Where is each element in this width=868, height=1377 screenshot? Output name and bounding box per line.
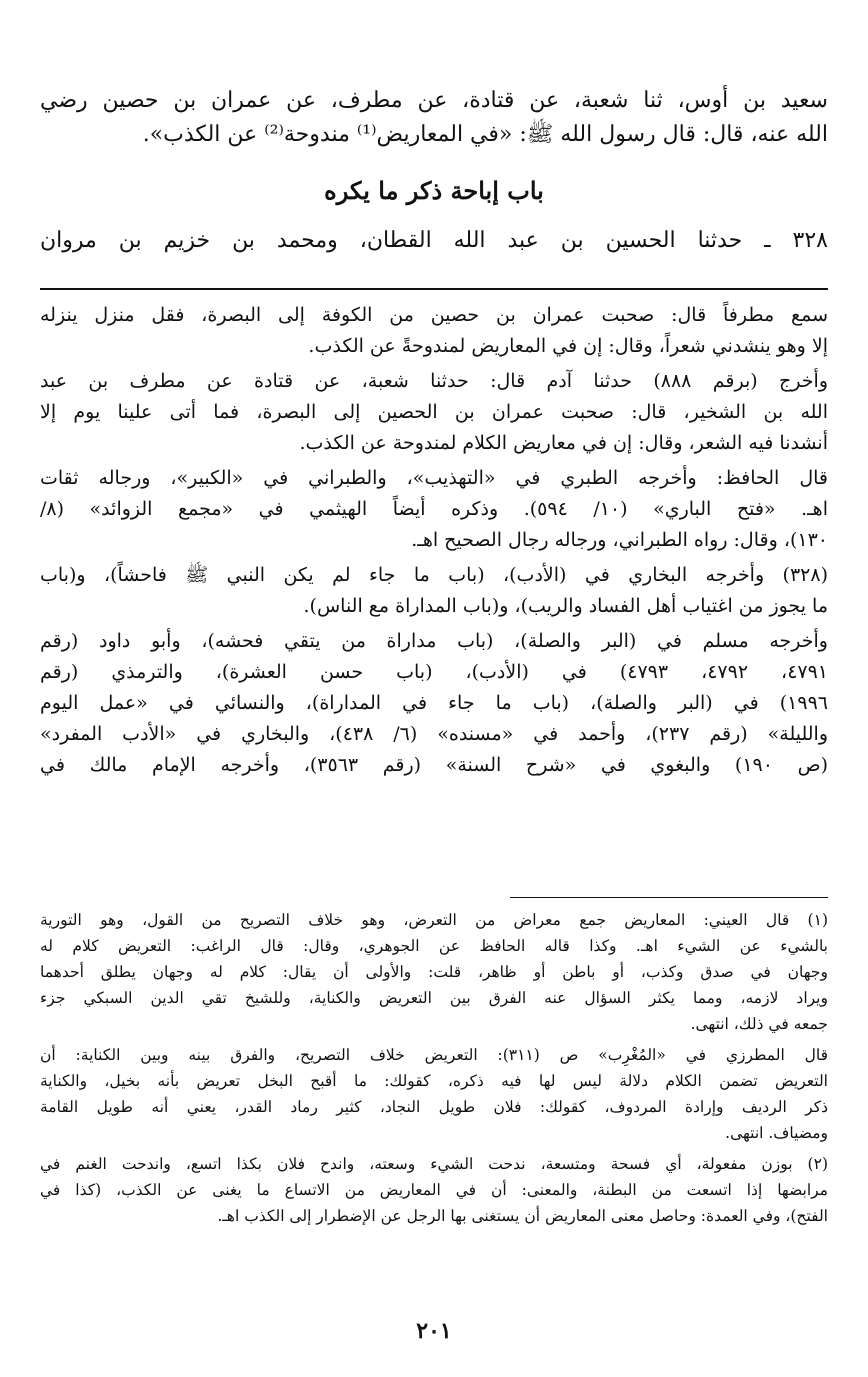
main-text-line: الله عنه، قال: قال رسول الله ﷺ: «في المعاريض⁽¹⁾ مندوحة⁽²⁾ عن الكذب». [142, 122, 828, 147]
commentary-line: سمع مطرفاً قال: صحبت عمران بن حصين من الكوفة إلى البصرة، فقل منزل ينزله [40, 304, 828, 326]
commentary-paragraph [40, 366, 828, 459]
commentary-line: وأخرج (برقم ٨٨٨) حدثنا آدم قال: حدثنا شعبة، عن قتادة عن مطرف بن عبد [40, 370, 828, 392]
commentary-line: قال الحافظ: وأخرجه الطبري في «التهذيب»، والطبراني في «الكبير»، ورجاله ثقات [40, 467, 828, 489]
main-text-divider [40, 288, 828, 290]
commentary-line: والليلة» (رقم ٢٣٧)، وأحمد في «مسنده» (٦/ ٤٣٨)، والبخاري في «الأدب المفرد» [40, 723, 828, 745]
footnote-line: ويراد لازمه، ومما يكثر السؤال عنه الفرق بين التعريض والكناية، وللشيخ تقي الدين السبكي جزء [40, 989, 828, 1007]
commentary-line: أنشدنا فيه الشعر، وقال: إن في معاريض الكلام لمندوحة عن الكذب. [299, 432, 828, 454]
commentary-line: ١٣٠)، وقال: رواه الطبراني، ورجاله رجال الصحيح اهـ. [411, 529, 828, 551]
commentary-line: (٣٢٨) وأخرجه البخاري في (الأدب)، (باب ما جاء لم يكن النبي ﷺ فاحشاً)، و(باب [40, 564, 828, 586]
chapter-title: باب إباحة ذكر ما يكره [324, 176, 544, 205]
footnote-line: ومضياف. انتهى. [725, 1124, 828, 1142]
commentary-line: ٤٧٩١، ٤٧٩٢، ٤٧٩٣) في (الأدب)، (باب حسن العشرة)، والترمذي (رقم [40, 661, 829, 683]
footnote-paragraph [40, 1151, 828, 1229]
book-page [40, 0, 828, 1377]
commentary-line: وأخرجه مسلم في (البر والصلة)، (باب مداراة من يتقي فحشه)، وأبو داود (رقم [40, 630, 828, 652]
footnote-line: الفتح)، وفي العمدة: وحاصل معنى المعاريض أن يستغنى بها الرجل عن الإضطرار إلى الكذب اهـ. [217, 1207, 828, 1225]
footnote-divider [510, 897, 828, 898]
commentary-paragraph [40, 463, 828, 556]
footnote-line: (١) قال العيني: المعاريض جمع معراض من التعرض، وهو خلاف التصريح من القول، وهو التورية [40, 911, 828, 929]
commentary [40, 300, 828, 785]
commentary-line: ١٩٩٦) في (البر والصلة)، (باب ما جاء في المداراة)، والنسائي في «عمل اليوم [40, 692, 828, 714]
commentary-line: إلا وهو ينشدني شعراً، وقال: إن في المعاريض لمندوحةً عن الكذب. [308, 335, 828, 357]
footnote-line: بالشيء عن الشيء اهـ. وكذا قاله الحافظ عن الجوهري، وقال: قال الراغب: التعريض كلام له [40, 937, 828, 955]
footnote-paragraph [40, 1042, 828, 1146]
commentary-paragraph [40, 300, 828, 362]
commentary-line: (ص ١٩٠) والبغوي في «شرح السنة» (رقم ٣٥٦٣)، وأخرجه الإمام مالك في [40, 754, 828, 776]
commentary-paragraph [40, 626, 828, 781]
footnote-line: التعريض تضمن الكلام دلالة ليس لها فيه ذكره، كقولك: ما أقبح البخل تعريض بأنه بخيل، والكناية [40, 1072, 828, 1090]
page-number: ٢٠١ [416, 1318, 452, 1344]
footnote-line: ذكر الرديف وإرادة المردوف، كقولك: فلان طويل النجاد، كثير رماد القدر، يعني أنه طويل القامة [40, 1098, 828, 1116]
hadith-opening-line: ٣٢٨ ـ حدثنا الحسين بن عبد الله القطان، ومحمد بن خزيم بن مروان [40, 228, 828, 253]
footnote-paragraph [40, 907, 828, 1037]
footnote-line: قال المطرزي في «المُغْرِب» ص (٣١١): التعريض خلاف التصريح، والفرق بينه وبين الكناية: أن [40, 1046, 828, 1064]
footnote-line: وجهان في صدق وكذب، أو باطن أو ظاهر، قلت: والأولى أن يقال: كلام له وجهان يطلق أحدهما [40, 963, 828, 981]
footnote-line: جمعه في ذلك، انتهى. [690, 1015, 828, 1033]
main-text [40, 84, 828, 152]
commentary-line: اهـ. «فتح الباري» (١٠/ ٥٩٤). وذكره أيضاً الهيثمي في «مجمع الزوائد» (٨/ [40, 498, 828, 520]
commentary-line: ما يجوز من اغتياب أهل الفساد والريب)، و(باب المداراة مع الناس). [303, 595, 828, 617]
main-text-line: سعيد بن أوس، ثنا شعبة، عن قتادة، عن مطرف، عن عمران بن حصين رضي [40, 88, 828, 113]
footnote-line: (٢) بوزن مفعولة، أي فسحة ومتسعة، ندحت الشيء وسعته، واندح فلان بكذا اتسع، واندحت الغنم في [40, 1155, 828, 1173]
footnotes [40, 907, 828, 1234]
footnote-line: مرابضها إذا اتسعت من البطنة، والمعنى: أن في المعاريض من الاتساع ما يغنى عن الكذب، (كذا في [40, 1181, 828, 1199]
commentary-paragraph [40, 560, 828, 622]
commentary-line: الله بن الشخير، قال: صحبت عمران بن الحصين إلى البصرة، فما أتى علينا يوم إلا [40, 401, 828, 423]
